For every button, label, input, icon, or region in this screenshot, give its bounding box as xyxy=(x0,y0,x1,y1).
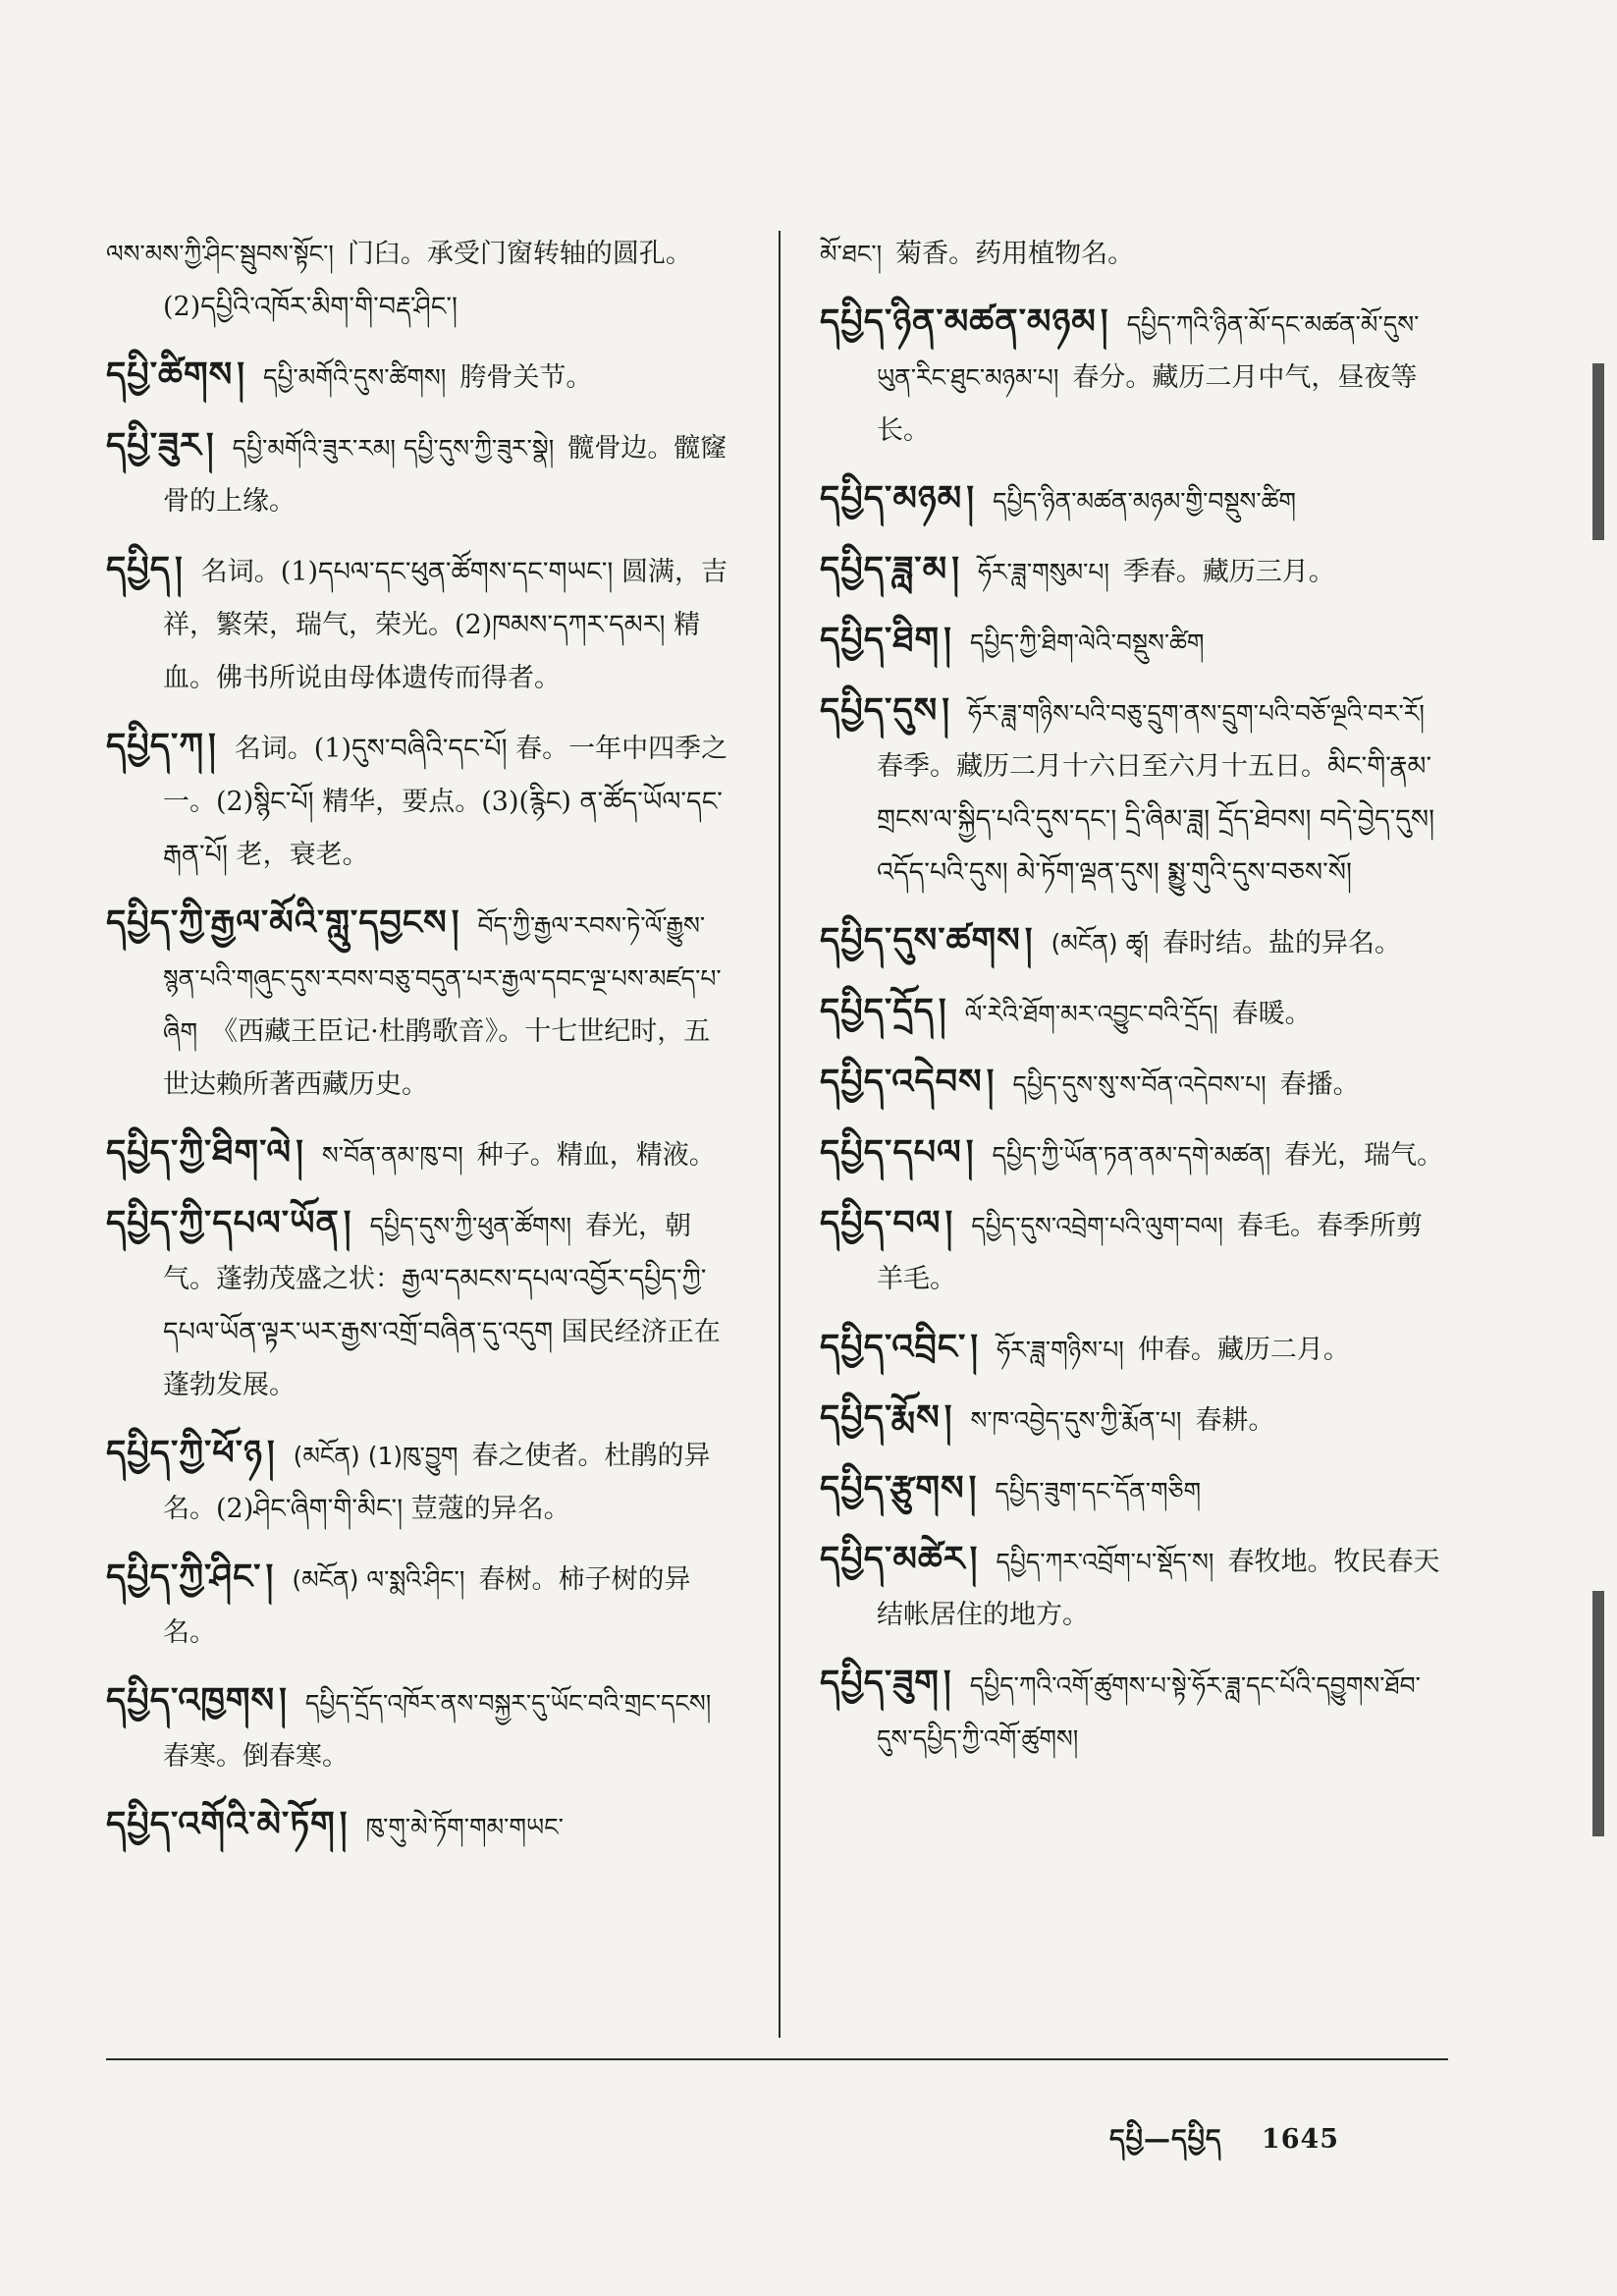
entry-chinese-definition: 春光，朝气。蓬勃茂盛之状：རྒྱལ་དམངས་དཔལ་འབྱོར་དཔྱིད་ཀྱི་དཔལ་ཡོན་ལྟར་ཡར་རྒྱས་འགྲོ་བཞིན་དུ་འདུག 国民经济正在蓬勃发展。 xyxy=(163,1211,721,1400)
entry-chinese-definition: 春树。柿子树的异名。 xyxy=(163,1564,691,1648)
entry-tibetan-definition: དཔྱིད་ཀྱི་ཐིག་ལེའི་བསྡུས་ཚིག xyxy=(969,629,1205,657)
entry-chinese-definition: 胯骨关节。 xyxy=(459,362,593,393)
dictionary-entry xyxy=(820,1197,1448,1306)
entry-headword: དཔྱིད་མཉམ ། xyxy=(820,479,975,519)
entry-headword: དཔྱིད་འཁྱགས ། xyxy=(106,1681,288,1721)
entry-tibetan-definition: དཔྱི་མགོའི་ཟུར་རམ། དཔྱི་དུས་ཀྱི་ཟུར་སྣེ། xyxy=(232,434,555,463)
entry-headword: དཔྱིད་ཀ ། xyxy=(106,727,217,766)
entry-tibetan-definition: དཔྱི་མགོའི་དུས་ཚིགས། xyxy=(263,363,447,392)
entry-chinese-definition: 春光，瑞气。 xyxy=(1284,1140,1444,1171)
entry-chinese-definition: 春播。 xyxy=(1279,1069,1360,1100)
entry-tibetan-definition: ས་བོན་ནམ་ཁུ་བ། xyxy=(321,1141,463,1170)
dictionary-entry xyxy=(820,684,1448,900)
margin-mark xyxy=(1592,363,1604,540)
entry-headword: དཔྱིད་རྨོས ། xyxy=(820,1398,953,1438)
entry-tibetan-definition: ས་ཁ་འབྱེད་དུས་ཀྱི་རྨོན་པ། xyxy=(970,1406,1182,1435)
entry-chinese-definition: 菊香。药用植物名。 xyxy=(895,239,1135,269)
dictionary-entry xyxy=(106,1551,734,1660)
entry-tibetan-definition: (མངོན) ལ་སྨའི་ཤིང་། xyxy=(292,1565,465,1594)
entry-headword: དཔྱིད་འབྲིང་ ། xyxy=(820,1328,979,1367)
entry-tibetan-definition: དཔྱིད་དུས་ཀྱི་ཕུན་ཚོགས། xyxy=(369,1212,572,1240)
entry-headword: དཔྱིད་ཉིན་མཚན་མཉམ ། xyxy=(820,302,1109,342)
entry-headword: དཔྱི་ཟུར ། xyxy=(106,426,215,465)
entry-tibetan-definition: དཔྱིད་ཀྱི་ཡོན་ཏན་ནམ་དགེ་མཚན། xyxy=(992,1141,1271,1170)
entry-chinese-definition: 春寒。倒春寒。 xyxy=(163,1741,349,1772)
entry-headword: དཔྱིད་ཟུག ། xyxy=(820,1664,952,1703)
dictionary-entry xyxy=(820,1657,1448,1766)
entry-tibetan-definition: བོད་ཀྱི་རྒྱལ་རབས་ཏེ་ལོ་རྒྱུས་སྙན་པའི་གཞུང་དུས་རབས་བཅུ་བདུན་པར་རྒྱལ་དབང་ལྔ་པས་མཛད་པ་ཞིག xyxy=(163,911,722,1046)
entry-headword: དཔྱིད་བལ ། xyxy=(820,1204,953,1243)
entry-chinese-definition: 仲春。藏历二月。 xyxy=(1137,1335,1350,1365)
entry-chinese-definition: 春时结。盐的异名。 xyxy=(1162,928,1401,958)
dictionary-entry xyxy=(106,228,734,334)
dictionary-entry xyxy=(106,1798,734,1854)
entry-chinese-definition: 门臼。承受门窗转轴的圆孔。(2)དཔྱིའི་འཁོར་མིག་གི་བརྡ་ཤིང་། xyxy=(163,239,692,322)
column-divider xyxy=(779,231,781,2038)
entry-headword: དཔྱིད་ཀྱི་ཤིང་ ། xyxy=(106,1558,274,1597)
dictionary-entry xyxy=(820,914,1448,970)
entry-headword: དཔྱི་ཚིགས ། xyxy=(106,355,245,395)
dictionary-entry xyxy=(820,1126,1448,1182)
entry-headword: དཔྱིད་འདེབས ། xyxy=(820,1063,995,1102)
entry-headword: དཔྱིད་དྲོད ། xyxy=(820,992,947,1031)
entry-tibetan-definition: མོ་ཐང་། xyxy=(820,240,883,268)
entry-tibetan-definition: དཔྱིད་ཀའི་འགོ་ཚུགས་པ་སྟེ་ཧོར་ཟླ་དང་པོའི་དབྱུགས་ཐོབ་དུས་དཔྱིད་ཀྱི་འགོ་ཚུགས། xyxy=(877,1671,1421,1753)
entry-chinese-definition: 春牧地。牧民春天结帐居住的地方。 xyxy=(877,1547,1440,1630)
entry-headword: དཔྱིད་མཚེར ། xyxy=(820,1540,978,1579)
entry-headword: དཔྱིད་དུས་ཚགས ། xyxy=(820,921,1034,960)
entry-headword: དཔྱིད་རྩུགས ། xyxy=(820,1469,977,1508)
dictionary-entry xyxy=(106,349,734,405)
entry-headword: དཔྱིད་ཀྱི་རྒྱལ་མོའི་གླུ་དབྱངས ། xyxy=(106,903,460,943)
dictionary-entry xyxy=(106,720,734,882)
entry-tibetan-definition: དཔྱིད་དྲོད་འཁོར་ནས་བསྐྱར་དུ་ཡོང་བའི་གྲང་དངས། xyxy=(304,1689,712,1718)
entry-tibetan-definition: ལས་མས་ཀྱི་ཤིང་སྦུབས་སྟོང་། xyxy=(106,240,334,268)
dictionary-entry xyxy=(106,419,734,528)
dictionary-entry xyxy=(106,897,734,1112)
entry-headword: དཔྱིད་ཀྱི་ཕོ་ཉ ། xyxy=(106,1434,276,1473)
margin-mark xyxy=(1592,1591,1604,1836)
entry-tibetan-definition: ཧོར་ཟླ་གཉིས་པའི་བཅུ་དྲུག་ནས་དྲུག་པའི་བཅོ་ལྔའི་བར་རོ། xyxy=(968,699,1425,728)
entry-chinese-definition: 春之使者。杜鹃的异名。(2)ཤིང་ཞིག་གི་མིང་། 荳蔻的异名。 xyxy=(163,1441,711,1524)
entry-tibetan-definition: དཔྱིད་དུས་སུ་ས་བོན་འདེབས་པ། xyxy=(1012,1070,1267,1099)
right-column xyxy=(820,228,1448,1780)
entry-headword: དཔྱིད་འགོའི་མེ་ཏོག ། xyxy=(106,1805,349,1844)
dictionary-entry xyxy=(106,1674,734,1783)
entry-tibetan-definition: ཁུ་གུ་མེ་ཏོག་གམ་གཡང་ xyxy=(365,1813,564,1841)
dictionary-entry xyxy=(820,1392,1448,1448)
dictionary-entry xyxy=(820,296,1448,458)
dictionary-entry xyxy=(106,1126,734,1182)
dictionary-entry xyxy=(820,1321,1448,1377)
dictionary-entry xyxy=(820,614,1448,670)
dictionary-entry xyxy=(820,1533,1448,1642)
entry-chinese-definition: 种子。精血，精液。 xyxy=(476,1140,716,1171)
entry-tibetan-definition: ཧོར་ཟླ་གསུམ་པ། xyxy=(977,558,1109,586)
entry-headword: དཔྱིད་ཐིག ། xyxy=(820,621,952,660)
page-range: དཔྱི—དཔྱིད xyxy=(1109,2124,1222,2155)
dictionary-entry xyxy=(106,1197,734,1412)
entry-chinese-definition: 春毛。春季所剪羊毛。 xyxy=(877,1211,1423,1294)
entry-headword: དཔྱིད ། xyxy=(106,550,184,589)
entry-chinese-definition: 名词。(1)དཔལ་དང་ཕུན་ཚོགས་དང་གཡང་། 圆满，吉祥，繁荣，瑞气，荣光。(2)ཁམས་དཀར་དམར། 精血。佛书所说由母体遗传而得者。 xyxy=(163,557,728,693)
entry-headword: དཔྱིད་དུས ། xyxy=(820,691,950,731)
entry-headword: དཔྱིད་ཟླ་མ ། xyxy=(820,550,960,589)
entry-chinese-definition: 名词。(1)དུས་བཞིའི་དང་པོ། 春。一年中四季之一。(2)སྙིང་པོ། 精华，要点。(3)(རྙིང) ན་ཚོད་ཡོལ་དང་རྒན་པོ། 老，衰老。 xyxy=(163,734,728,870)
dictionary-entry xyxy=(820,1056,1448,1112)
entry-tibetan-definition: དཔྱིད་ཀར་འབྲོག་པ་སྡོད་ས། xyxy=(996,1548,1214,1576)
entry-tibetan-definition: དཔྱིད་ཉིན་མཚན་མཉམ་གྱི་བསྡུས་ཚིག xyxy=(992,487,1297,516)
dictionary-entry xyxy=(820,543,1448,599)
entry-chinese-definition: 春耕。 xyxy=(1195,1405,1275,1436)
left-column xyxy=(106,228,734,1869)
entry-tibetan-definition: དཔྱིད་ཀའི་ཉིན་མོ་དང་མཚན་མོ་དུས་ཡུན་རིང་ཐུང་མཉམ་པ། xyxy=(877,310,1420,392)
entry-tibetan-definition: (མངོན) (1)ཁུ་བྱུག xyxy=(293,1442,458,1470)
dictionary-entry xyxy=(820,1462,1448,1518)
page-footer xyxy=(1109,2109,1339,2184)
entry-chinese-definition: 春分。藏历二月中气，昼夜等长。 xyxy=(877,362,1418,446)
entry-chinese-definition: 春季。藏历二月十六日至六月十五日。མིང་གི་རྣམ་གྲངས་ལ་སྐྱིད་པའི་དུས་དང་། དྲི་ཞིམ་ཟླ། དྲོད་ཐེབས། བདེ་བྱེད་དུས། འདོད་པའི་དུས། མེ་ཏོག་ལྡན་དུས། སྨྱུ་གུའི་དུས་བཅས་སོ། xyxy=(877,751,1435,888)
entry-chinese-definition: 春暖。 xyxy=(1231,999,1312,1029)
entry-tibetan-definition: (མངོན) ཚྭ། xyxy=(1051,929,1149,957)
dictionary-entry xyxy=(820,228,1448,281)
dictionary-entry xyxy=(820,472,1448,528)
entry-tibetan-definition: ལོ་རེའི་ཐོག་མར་འབྱུང་བའི་དྲོད། xyxy=(964,1000,1218,1028)
entry-chinese-definition: 《西藏王臣记·杜鹃歌音》。十七世纪时，五世达赖所著西藏历史。 xyxy=(163,1016,711,1100)
entry-tibetan-definition: དཔྱིད་ཟུག་དང་དོན་གཅིག xyxy=(995,1477,1202,1505)
dictionary-entry xyxy=(106,543,734,705)
dictionary-entry xyxy=(820,985,1448,1041)
entry-tibetan-definition: ཧོར་ཟླ་གཉིས་པ། xyxy=(997,1336,1124,1364)
entry-headword: དཔྱིད་ཀྱི་ཐིག་ལེ ། xyxy=(106,1133,304,1173)
entry-headword: དཔྱིད་ཀྱི་དཔལ་ཡོན ། xyxy=(106,1204,352,1243)
dictionary-entry xyxy=(106,1427,734,1536)
entry-chinese-definition: 季春。藏历三月。 xyxy=(1122,557,1335,587)
entry-chinese-definition: 髋骨边。髋窿骨的上缘。 xyxy=(163,433,728,517)
entry-headword: དཔྱིད་དཔལ ། xyxy=(820,1133,975,1173)
bottom-rule xyxy=(106,2058,1448,2060)
page-number: 1645 xyxy=(1261,2124,1340,2155)
entry-tibetan-definition: དཔྱིད་དུས་འབྲེག་པའི་ལུག་བལ། xyxy=(971,1212,1223,1240)
